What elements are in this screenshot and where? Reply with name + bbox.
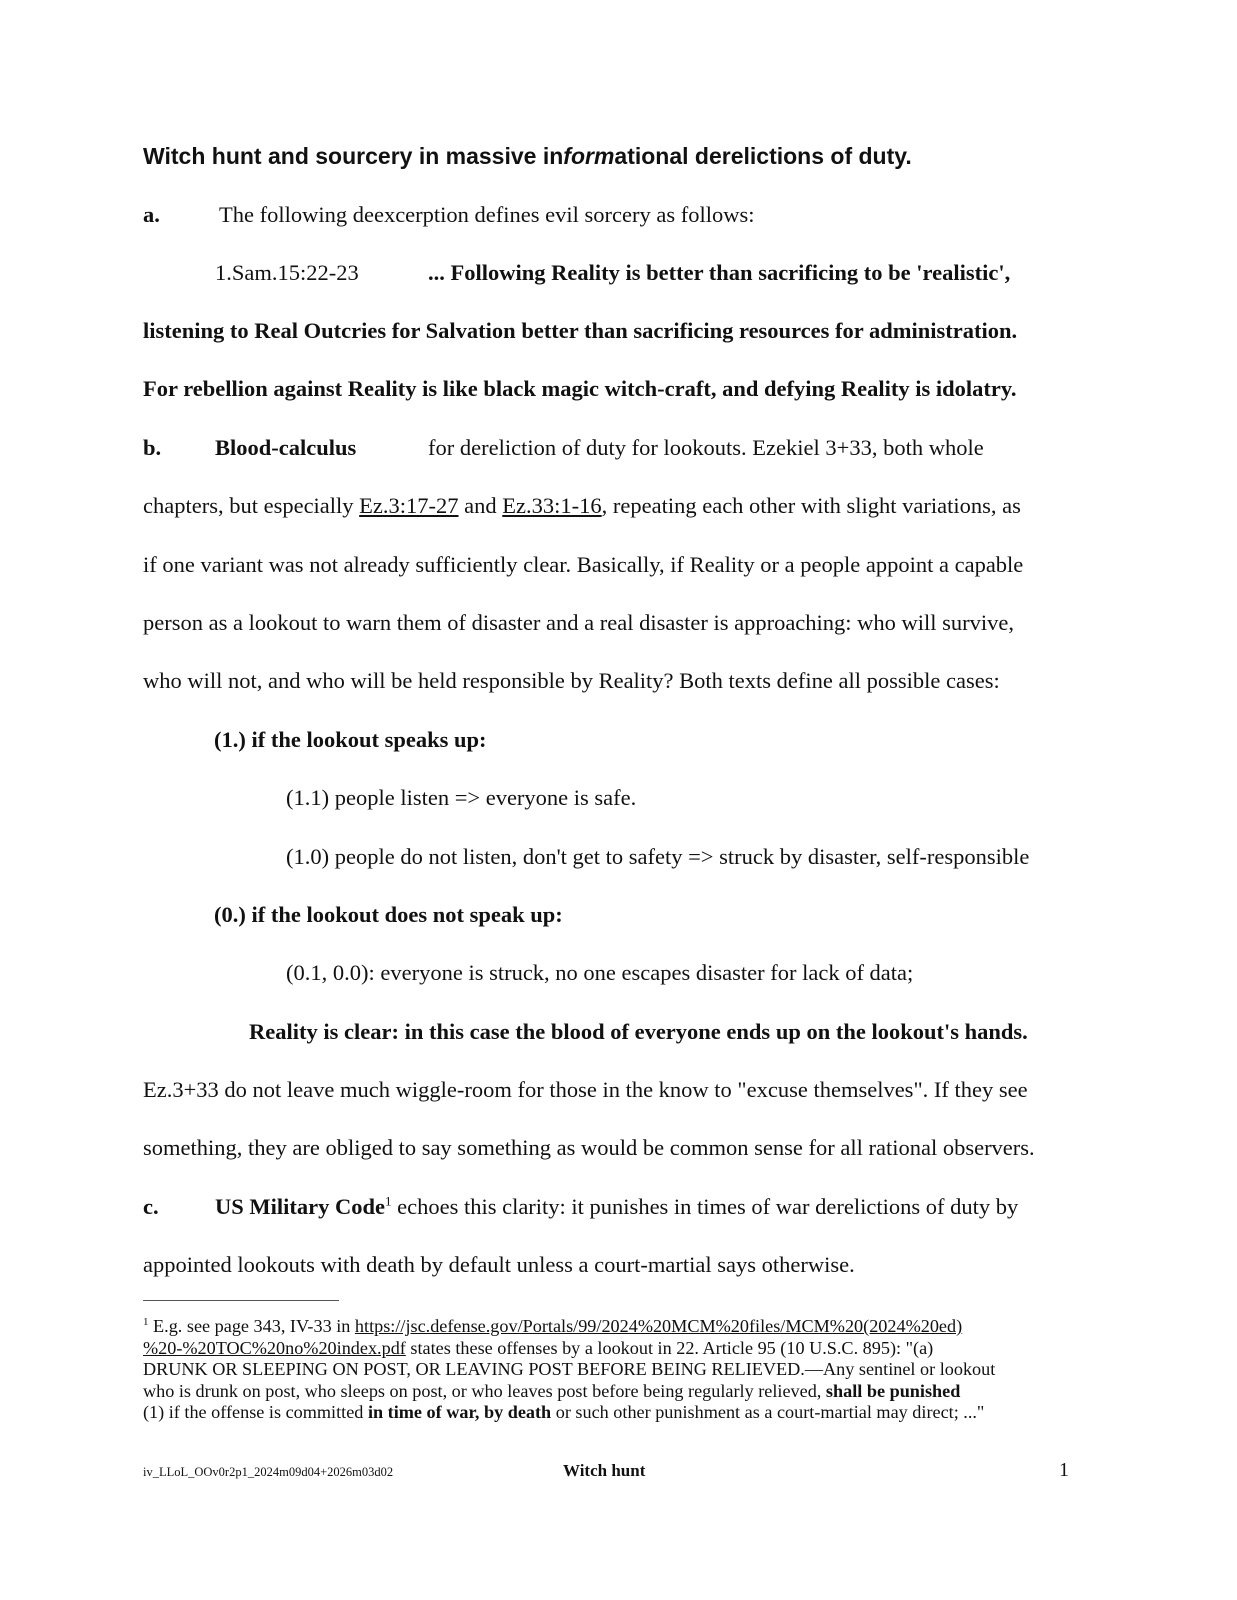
footnote-line-5-pre: (1) if the offense is committed xyxy=(143,1402,368,1423)
footnote-number: 1 xyxy=(143,1315,149,1328)
footnote-line-4 xyxy=(143,1381,1103,1403)
footnote-line-4-pre: who is drunk on post, who sleeps on post, or who leaves post before being regularly relieved, xyxy=(143,1380,826,1401)
footnote-line-2-post: states these offenses by a lookout in 22. Article 95 (10 U.S.C. 895): "(a) xyxy=(405,1337,934,1358)
footnote-line-5 xyxy=(143,1402,1103,1424)
case-1-1: (1.1) people listen => everyone is safe. xyxy=(286,785,637,810)
section-a-label: a. xyxy=(143,202,160,227)
footnote-divider xyxy=(143,1300,339,1301)
quote-line-3: For rebellion against Reality is like black magic witch-craft, and defying Reality is idolatry. xyxy=(143,376,1017,401)
case-1-heading: (1.) if the lookout speaks up: xyxy=(214,727,487,752)
section-c-line-1-text: echoes this clarity: it punishes in times of war derelictions of duty by xyxy=(391,1194,1019,1219)
ezekiel-33-link[interactable]: Ez.33:1-16 xyxy=(502,493,602,518)
section-b-line-1: for dereliction of duty for lookouts. Ezekiel 3+33, both whole xyxy=(428,435,984,460)
section-b-line-5: who will not, and who will be held responsible by Reality? Both texts define all possible cases: xyxy=(143,668,1000,693)
footnote-reference[interactable]: 1 xyxy=(384,1193,392,1209)
footnote-line-5-bold: in time of war, by death xyxy=(367,1402,552,1423)
quote-line-2: listening to Real Outcries for Salvation better than sacrificing resources for administration. xyxy=(143,318,1018,343)
footnote-url-link-part-2[interactable]: %20-%20TOC%20no%20index.pdf xyxy=(143,1337,406,1358)
title-emphasis: form xyxy=(563,143,615,169)
section-c-heading: US Military Code xyxy=(215,1194,385,1219)
section-b-line-4: person as a lookout to warn them of disaster and a real disaster is approaching: who will survive, xyxy=(143,610,1015,635)
section-b-line-2-pre: chapters, but especially xyxy=(143,493,360,518)
case-0-heading: (0.) if the lookout does not speak up: xyxy=(214,902,563,927)
title-part-1: Witch hunt and sourcery in massive in xyxy=(143,143,564,169)
section-b-heading: Blood-calculus xyxy=(215,435,357,460)
footnote-line-3: DRUNK OR SLEEPING ON POST, OR LEAVING POST BEFORE BEING RELIEVED.—Any sentinel or lookout xyxy=(143,1359,996,1380)
section-b-line-7: something, they are obliged to say something as would be common sense for all rational observers. xyxy=(143,1135,1035,1160)
case-0-x: (0.1, 0.0): everyone is struck, no one escapes disaster for lack of data; xyxy=(286,960,914,985)
section-b-line-2-post: , repeating each other with slight variations, as xyxy=(601,493,1021,518)
page-number: 1 xyxy=(1059,1459,1069,1481)
case-1-0: (1.0) people do not listen, don't get to safety => struck by disaster, self-responsible xyxy=(286,844,1030,869)
page-title xyxy=(143,143,912,170)
title-part-3: ational derelictions of duty. xyxy=(614,143,912,169)
footer-document-id: iv_LLoL_OOv0r2p1_2024m09d04+2026m03d02 xyxy=(143,1465,394,1479)
footer-title: Witch hunt xyxy=(563,1461,646,1480)
footnote-url-link-part-1[interactable]: https://jsc.defense.gov/Portals/99/2024%20MCM%20files/MCM%20(2024%20ed) xyxy=(354,1316,963,1336)
footnote-line-1 xyxy=(143,1316,1103,1338)
section-b-line-2-mid: and xyxy=(458,493,503,518)
section-c-line-1 xyxy=(215,1193,1018,1221)
section-b-line-2 xyxy=(143,492,1021,520)
section-c-line-2: appointed lookouts with death by default unless a court-martial says otherwise. xyxy=(143,1252,855,1277)
section-b-label: b. xyxy=(143,435,162,460)
scripture-reference: 1.Sam.15:22-23 xyxy=(215,260,359,285)
verdict: Reality is clear: in this case the blood of everyone ends up on the lookout's hands. xyxy=(249,1019,1028,1044)
footnote-line-2 xyxy=(143,1338,1103,1360)
section-b-line-3: if one variant was not already sufficiently clear. Basically, if Reality or a people appoint a capable xyxy=(143,552,1024,577)
footnote-pre: E.g. see page 343, IV-33 in xyxy=(148,1316,355,1336)
section-a-intro: The following deexcerption defines evil sorcery as follows: xyxy=(219,202,755,227)
footnote-line-4-bold: shall be punished xyxy=(825,1380,961,1401)
footnote-line-5-post: or such other punishment as a court-martial may direct; ..." xyxy=(551,1402,985,1423)
footnote xyxy=(143,1316,1103,1424)
section-c-label: c. xyxy=(143,1194,159,1219)
ezekiel-3-link[interactable]: Ez.3:17-27 xyxy=(359,493,459,518)
section-b-line-6: Ez.3+33 do not leave much wiggle-room for those in the know to "excuse themselves". If they see xyxy=(143,1077,1028,1102)
quote-line-1: ... Following Reality is better than sacrificing to be 'realistic', xyxy=(428,260,1011,285)
